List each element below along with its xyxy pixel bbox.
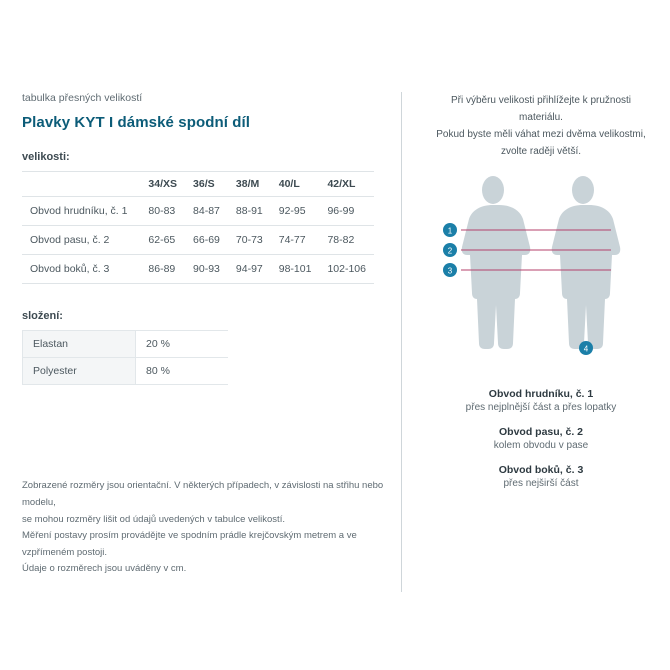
table-header-row xyxy=(22,172,374,197)
table-row xyxy=(23,358,229,385)
cell-hips-38m: 94-97 xyxy=(228,255,271,284)
measure-item xyxy=(428,426,654,451)
marker-3 xyxy=(443,263,457,277)
svg-text:3: 3 xyxy=(447,266,453,276)
cell-waist-40l: 74-77 xyxy=(271,226,320,255)
material-percent-polyester: 80 % xyxy=(136,358,229,385)
cell-hips-36s: 90-93 xyxy=(185,255,228,284)
footnote-line-1: Zobrazené rozměry jsou orientační. V některých případech, v závislosti na střihu nebo modelu, xyxy=(22,480,384,508)
front-figure-icon xyxy=(462,176,531,349)
column-header-40l: 40/L xyxy=(271,172,320,197)
back-figure-icon xyxy=(552,176,621,349)
cell-hips-42xl: 102-106 xyxy=(319,255,374,284)
row-label-waist: Obvod pasu, č. 2 xyxy=(22,226,140,255)
measure-desc-waist: kolem obvodu v pase xyxy=(493,440,589,451)
cell-chest-42xl: 96-99 xyxy=(319,197,374,226)
footnote-line-3: Měření postavy prosím provádějte ve spodním prádle krejčovským metrem a ve vzpřímeném postoji. xyxy=(22,530,357,558)
composition-table xyxy=(22,330,228,385)
footnotes xyxy=(22,478,392,578)
measure-name-waist: Obvod pasu, č. 2 xyxy=(498,426,584,438)
cell-hips-34xs: 86-89 xyxy=(140,255,185,284)
material-percent-elastan: 20 % xyxy=(136,331,229,358)
column-header-38m: 38/M xyxy=(228,172,271,197)
cell-hips-40l: 98-101 xyxy=(271,255,320,284)
right-column xyxy=(402,92,654,592)
marker-4 xyxy=(579,341,593,355)
column-header-34xs: 34/XS xyxy=(140,172,185,197)
page-title: Plavky KYT I dámské spodní díl xyxy=(22,114,251,131)
left-column xyxy=(16,92,401,592)
measure-descriptions xyxy=(428,388,654,489)
table-row xyxy=(22,197,374,226)
row-label-chest: Obvod hrudníku, č. 1 xyxy=(22,197,140,226)
footnote-line-2: se mohou rozměry lišit od údajů uvedených v tabulce velikostí. xyxy=(22,513,285,525)
intro-line-1: Při výběru velikosti přihlížejte k pružnosti materiálu. xyxy=(450,95,632,123)
sizes-table xyxy=(22,171,374,284)
intro-line-3: zvolte raději větší. xyxy=(500,146,582,157)
measure-desc-hips: přes nejširší část xyxy=(503,478,579,489)
cell-waist-36s: 66-69 xyxy=(185,226,228,255)
cell-chest-36s: 84-87 xyxy=(185,197,228,226)
column-header-36s: 36/S xyxy=(185,172,228,197)
measure-item xyxy=(428,388,654,413)
table-row xyxy=(22,226,374,255)
cell-chest-40l: 92-95 xyxy=(271,197,320,226)
footnote-line-4: Údaje o rozměrech jsou uváděny v cm. xyxy=(22,563,187,575)
table-row xyxy=(22,255,374,284)
marker-2 xyxy=(443,243,457,257)
svg-text:4: 4 xyxy=(583,344,589,354)
material-name-elastan: Elastan xyxy=(23,331,136,358)
measure-desc-chest: přes nejplnější část a přes lopatky xyxy=(465,402,617,413)
cell-waist-42xl: 78-82 xyxy=(319,226,374,255)
svg-text:2: 2 xyxy=(447,246,453,256)
column-header-empty xyxy=(22,172,140,197)
body-measurement-diagram xyxy=(431,174,651,374)
composition-section xyxy=(16,310,389,385)
material-name-polyester: Polyester xyxy=(23,358,136,385)
cell-waist-34xs: 62-65 xyxy=(140,226,185,255)
column-header-42xl: 42/XL xyxy=(319,172,374,197)
intro-text xyxy=(432,92,650,160)
cell-chest-38m: 88-91 xyxy=(228,197,271,226)
sizes-label: velikosti: xyxy=(22,151,70,163)
content-area xyxy=(16,92,654,592)
cell-waist-38m: 70-73 xyxy=(228,226,271,255)
measure-name-hips: Obvod boků, č. 3 xyxy=(498,464,584,476)
composition-label: složení: xyxy=(22,310,63,322)
measure-name-chest: Obvod hrudníku, č. 1 xyxy=(488,388,594,400)
body-figure xyxy=(428,174,654,374)
measure-item xyxy=(428,464,654,489)
cell-chest-34xs: 80-83 xyxy=(140,197,185,226)
row-label-hips: Obvod boků, č. 3 xyxy=(22,255,140,284)
page-subtitle: tabulka přesných velikostí xyxy=(22,92,143,104)
svg-text:1: 1 xyxy=(447,226,453,236)
intro-line-2: Pokud byste měli váhat mezi dvěma velikostmi, xyxy=(436,129,646,140)
table-row xyxy=(23,331,229,358)
marker-1 xyxy=(443,223,457,237)
